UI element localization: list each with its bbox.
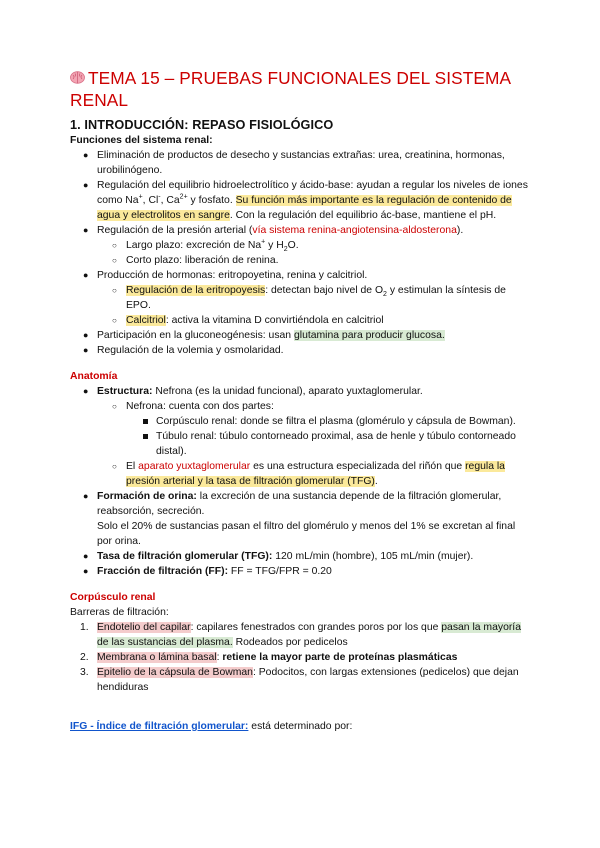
- list-item: [70, 549, 530, 564]
- item-text: ).: [456, 225, 464, 236]
- brain-icon: [70, 69, 85, 90]
- item-text: y H: [265, 240, 284, 251]
- document-page: [70, 68, 530, 734]
- list-item: [70, 414, 530, 429]
- anatomia-list: [70, 384, 530, 579]
- subscript: 2: [383, 291, 387, 299]
- bold-label: Formación de orina:: [97, 491, 197, 502]
- funciones-list: [70, 148, 530, 358]
- highlight-yellow: Regulación de la eritropoyesis: [126, 285, 266, 296]
- list-item: [70, 148, 530, 178]
- anatomia-heading: Anatomía: [70, 371, 118, 382]
- item-text: Regulación del equilibrio hidroelectrolítico y ácido-base: ayudan a regular los niveles de iones como Na: [97, 180, 528, 206]
- item-text: Corpúsculo renal: donde se filtra el plasma (glomérulo y cápsula de Bowman).: [156, 416, 516, 427]
- list-item: [70, 399, 530, 414]
- item-text: Participación en la gluconeogénesis: usan: [97, 330, 294, 341]
- list-item: [70, 489, 530, 549]
- item-text: Regulación de la presión arterial (: [97, 225, 253, 236]
- highlight-pink: Epitelio de la cápsula de Bowman: [97, 667, 253, 678]
- list-item: [70, 328, 530, 343]
- highlight-green: glutamina para producir glucosa.: [293, 330, 445, 341]
- highlight-green: pasan la mayoría de las sustancias del plasma.: [97, 622, 521, 648]
- item-text: es una estructura especializada del riñón que: [250, 461, 466, 472]
- bold-label: Fracción de filtración (FF):: [97, 566, 229, 577]
- subscript: 2: [283, 246, 288, 254]
- list-item: [70, 283, 530, 313]
- superscript: +: [138, 193, 143, 201]
- item-text: :: [216, 652, 223, 663]
- list-item: [70, 620, 530, 650]
- item-text: Túbulo renal: túbulo contorneado proximal, asa de henle y túbulo contorneado distal).: [156, 431, 516, 457]
- item-text: Solo el 20% de sustancias pasan el filtro del glomérulo y menos del 1% se excretan al final por orina.: [97, 521, 516, 547]
- item-text: : detectan bajo nivel de O: [265, 285, 384, 296]
- list-number: 2.: [80, 652, 89, 663]
- item-text: .: [374, 476, 378, 487]
- circle-bullet-icon: ○: [112, 286, 117, 295]
- circle-bullet-icon: ○: [112, 256, 117, 265]
- list-item: [70, 459, 530, 489]
- ifg-text: está determinado por:: [248, 721, 353, 732]
- page-title: [70, 68, 530, 111]
- list-item: [70, 223, 530, 238]
- bullet-icon: ●: [83, 225, 89, 235]
- corpusculo-heading: Corpúsculo renal: [70, 592, 156, 603]
- list-item: [70, 253, 530, 268]
- item-text: y fosfato.: [187, 195, 236, 206]
- list-number: 1.: [80, 622, 89, 633]
- circle-bullet-icon: ○: [112, 462, 117, 471]
- superscript: +: [261, 238, 266, 246]
- list-item: [70, 429, 530, 459]
- item-text: la excreción de una sustancia depende de la filtración glomerular, reabsorción, secreción.: [97, 491, 502, 517]
- barreras-label: Barreras de filtración:: [70, 607, 169, 618]
- item-text: , Ca: [160, 195, 180, 206]
- ifg-link[interactable]: IFG - Índice de filtración glomerular:: [70, 721, 249, 732]
- superscript: 2+: [179, 193, 188, 201]
- bold-label: Tasa de filtración glomerular (TFG):: [97, 551, 273, 562]
- list-item: [70, 343, 530, 358]
- bullet-icon: ●: [83, 270, 89, 280]
- red-text: vía sistema renina-angiotensina-aldosterona: [252, 225, 457, 236]
- item-text: Producción de hormonas: eritropoyetina, renina y calcitriol.: [97, 270, 368, 281]
- item-text: y estimulan la síntesis de EPO.: [126, 285, 506, 311]
- item-text: Corto plazo: liberación de renina.: [126, 255, 279, 266]
- item-text: FF = TFG/FPR = 0.20: [228, 566, 332, 577]
- item-text: : activa la vitamina D convirtiéndola en calcitriol: [165, 315, 384, 326]
- bold-text: retiene la mayor parte de proteínas plasmáticas: [222, 652, 458, 663]
- highlight-yellow: Su función más importante es la regulación de contenido de agua y electrolitos en sangre: [97, 195, 512, 221]
- bullet-icon: ●: [83, 345, 89, 355]
- title-text: TEMA 15 – PRUEBAS FUNCIONALES DEL SISTEMA RENAL: [70, 68, 511, 110]
- ifg-line: [70, 719, 530, 734]
- circle-bullet-icon: ○: [112, 316, 117, 325]
- item-text: Rodeados por pedicelos: [232, 637, 348, 648]
- highlight-pink: Endotelio del capilar: [97, 622, 191, 633]
- item-text: , Cl: [142, 195, 159, 206]
- item-text: : capilares fenestrados con grandes poros por los que: [190, 622, 442, 633]
- bullet-icon: ●: [83, 491, 89, 501]
- red-text: aparato yuxtaglomerular: [138, 461, 251, 472]
- list-item: [70, 665, 530, 695]
- square-bullet-icon: [143, 434, 148, 439]
- list-item: [70, 313, 530, 328]
- item-text: . Con la regulación del equilibrio ác-base, mantiene el pH.: [229, 210, 497, 221]
- item-text: El: [126, 461, 139, 472]
- list-item: [70, 268, 530, 283]
- circle-bullet-icon: ○: [112, 241, 117, 250]
- bullet-icon: ●: [83, 150, 89, 160]
- superscript: -: [158, 193, 161, 201]
- circle-bullet-icon: ○: [112, 402, 117, 411]
- highlight-yellow: Calcitriol: [126, 315, 166, 326]
- list-item: [70, 238, 530, 253]
- item-text: Regulación de la volemia y osmolaridad.: [97, 345, 284, 356]
- item-text: Eliminación de productos de desecho y sustancias extrañas: urea, creatinina, hormonas, urobilinógeno.: [97, 150, 505, 176]
- barreras-list: [70, 620, 530, 695]
- intro-heading: 1. INTRODUCCIÓN: REPASO FISIOLÓGICO: [70, 118, 334, 132]
- list-item: [70, 384, 530, 399]
- list-item: [70, 564, 530, 579]
- funciones-label: Funciones del sistema renal:: [70, 135, 213, 146]
- item-text: : Podocitos, con largas extensiones (pedicelos) que dejan hendiduras: [97, 667, 519, 693]
- bullet-icon: ●: [83, 180, 89, 190]
- list-item: [70, 178, 530, 223]
- bullet-icon: ●: [83, 386, 89, 396]
- highlight-yellow: regula la presión arterial y la tasa de filtración glomerular (TFG): [126, 461, 505, 487]
- bullet-icon: ●: [83, 330, 89, 340]
- item-text: Largo plazo: excreción de Na: [126, 240, 262, 251]
- bullet-icon: ●: [83, 551, 89, 561]
- highlight-pink: Membrana o lámina basal: [97, 652, 217, 663]
- item-text: Nefrona (es la unidad funcional), aparato yuxtaglomerular.: [152, 386, 423, 397]
- bold-label: Estructura:: [97, 386, 153, 397]
- bullet-icon: ●: [83, 566, 89, 576]
- item-text: Nefrona: cuenta con dos partes:: [126, 401, 274, 412]
- item-text: O.: [287, 240, 299, 251]
- item-text: 120 mL/min (hombre), 105 mL/min (mujer).: [272, 551, 474, 562]
- list-number: 3.: [80, 667, 89, 678]
- square-bullet-icon: [143, 419, 148, 424]
- list-item: [70, 650, 530, 665]
